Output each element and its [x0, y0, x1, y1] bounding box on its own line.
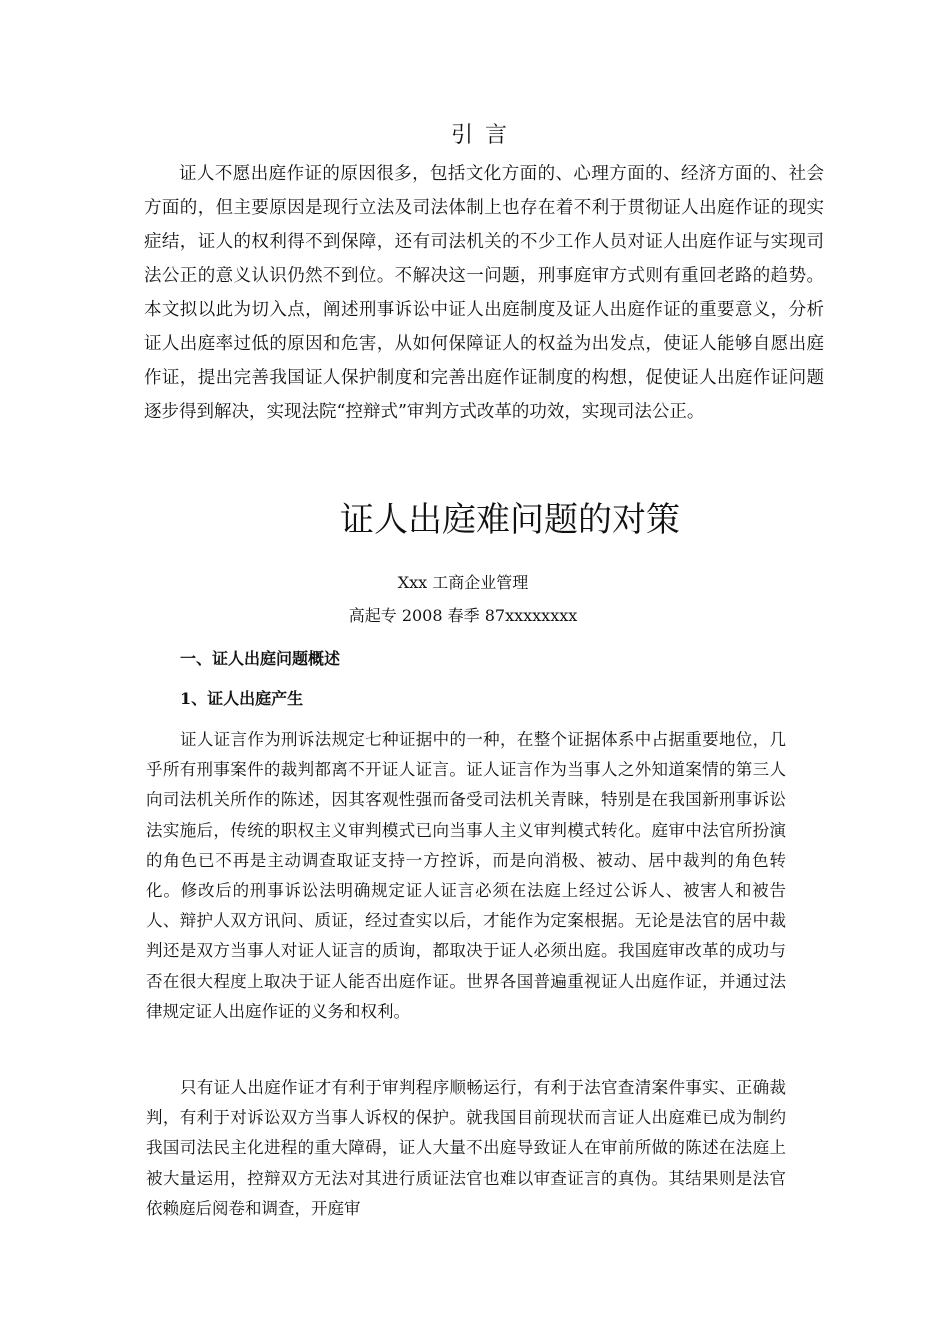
author-major-line: Xxx 工商企业管理	[397, 573, 529, 592]
section-heading: 一、证人出庭问题概述	[180, 649, 341, 668]
document-title: 证人出庭难问题的对策	[340, 500, 680, 540]
intro-paragraph: 证人不愿出庭作证的原因很多，包括文化方面的、心理方面的、经济方面的、社会方面的，但主要原因是现行立法及司法体制上也存在着不利于贯彻证人出庭作证的现实症结，证人的权利得不到保障，还有司法机关的不少工作人员对证人出庭作证与实现司法公正的意义认识仍然不到位。不解决这一问题，刑事庭审方式则有重回老路的趋势。本文拟以此为切入点，阐述刑事诉讼中证人出庭制度及证人出庭作证的重要意义，分析证人出庭率过低的原因和危害，从如何保障证人的权益为出发点，使证人能够自愿出庭作证，提出完善我国证人保护制度和完善出庭作证制度的构想，促使证人出庭作证问题逐步得到解决，实现法院“控辩式”审判方式改革的功效，实现司法公正。	[144, 164, 824, 422]
subsection-heading: 1、证人出庭产生	[180, 689, 304, 708]
program-id-line: 高起专 2008 春季 87xxxxxxxx	[348, 606, 578, 625]
body-paragraph: 证人证言作为刑诉法规定七种证据中的一种，在整个证据体系中占据重要地位，几乎所有刑事案件的裁判都离不开证人证言。证人证言作为当事人之外知道案情的第三人向司法机关所作的陈述，因其客观性强而备受司法机关青睐，特别是在我国新刑事诉讼法实施后，传统的职权主义审判模式已向当事人主义审判模式转化。庭审中法官所扮演的角色已不再是主动调查取证支持一方控诉，而是向消极、被动、居中裁判的角色转化。修改后的刑事诉讼法明确规定证人证言必须在法庭上经过公诉人、被害人和被告人、辩护人双方讯问、质证，经过查实以后，才能作为定案根据。无论是法官的居中裁判还是双方当事人对证人证言的质询，都取决于证人必须出庭。我国庭审改革的成功与否在很大程度上取决于证人能否出庭作证。世界各国普遍重视证人出庭作证，并通过法律规定证人出庭作证的义务和权利。	[146, 730, 786, 1021]
body-paragraph: 只有证人出庭作证才有利于审判程序顺畅运行，有利于法官查清案件事实、正确裁判，有利于对诉讼双方当事人诉权的保护。就我国目前现状而言证人出庭难已成为制约我国司法民主化进程的重大障碍，证人大量不出庭导致证人在审前所做的陈述在法庭上被大量运用，控辩双方无法对其进行质证法官也难以审查证言的真伪。其结果则是法官依赖庭后阅卷和调查，开庭审	[146, 1078, 786, 1218]
intro-heading: 引言	[450, 123, 519, 148]
